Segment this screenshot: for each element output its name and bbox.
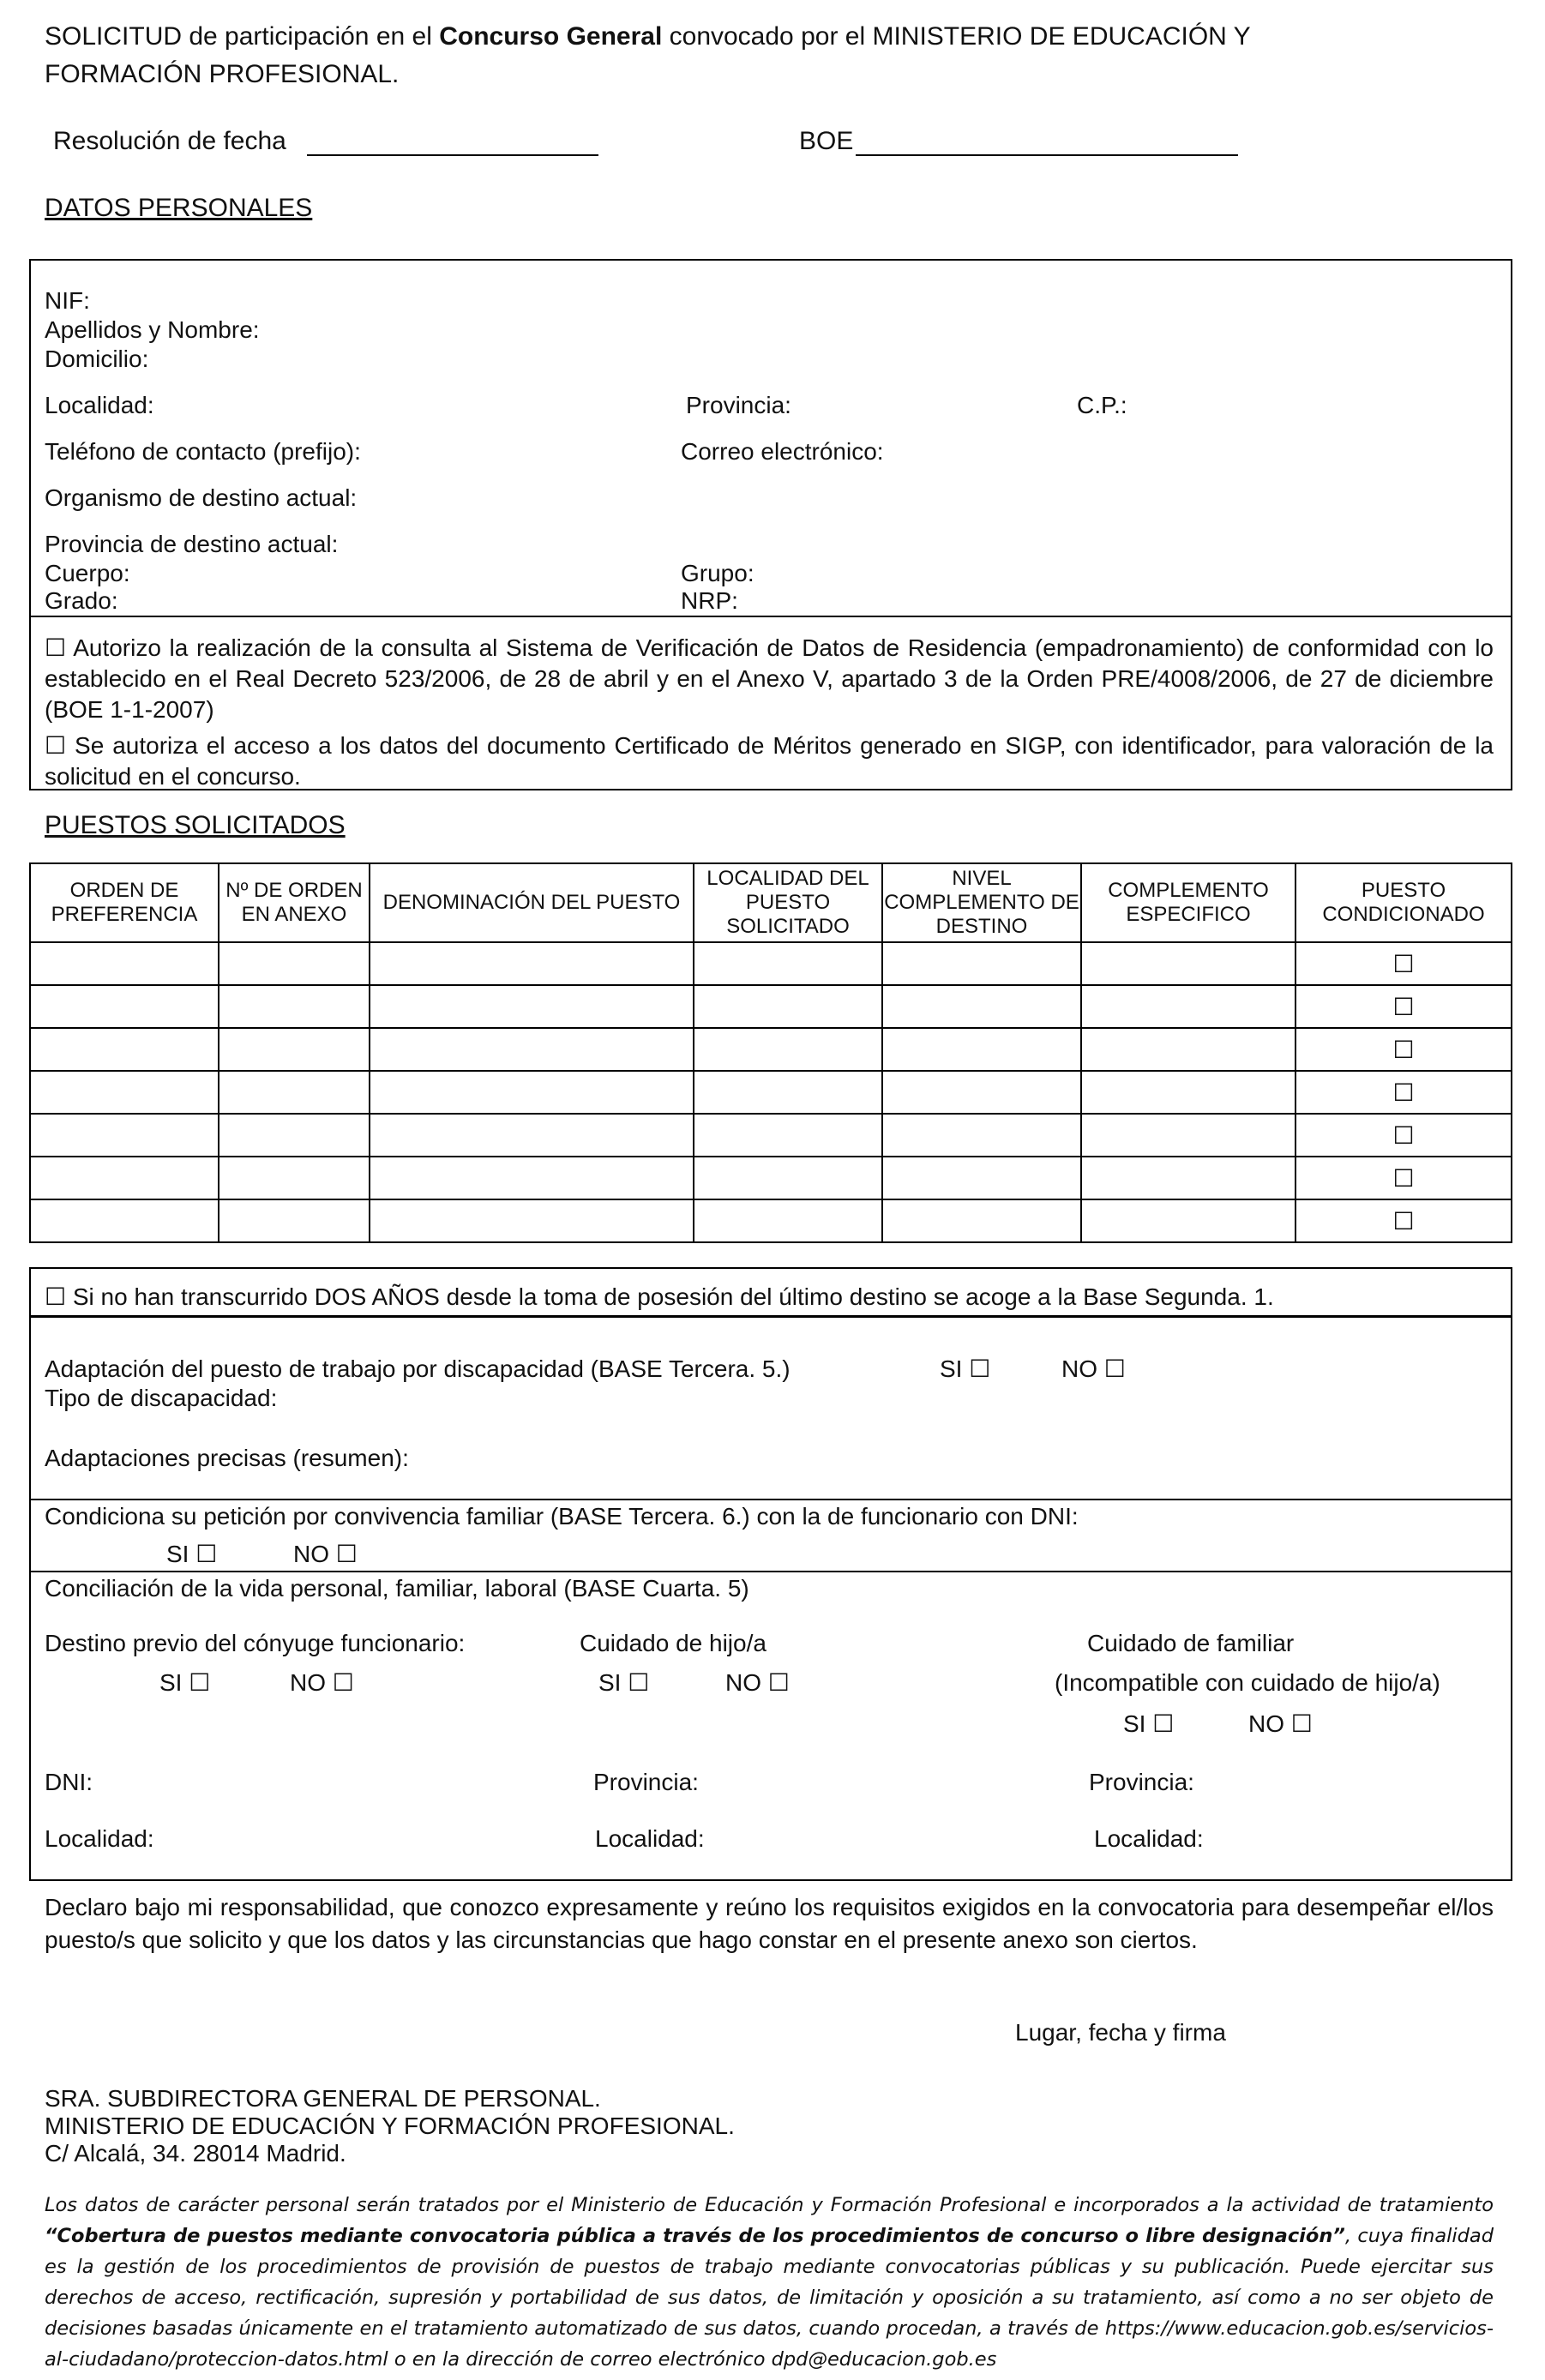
- table-row: [30, 1114, 1512, 1157]
- boe-field[interactable]: [856, 129, 1238, 156]
- col-nivel: NIVEL COMPLEMENTO DE DESTINO: [882, 863, 1081, 942]
- table-cell[interactable]: [1081, 1157, 1296, 1199]
- table-cell[interactable]: [30, 942, 219, 985]
- declaracion-text: Declaro bajo mi responsabilidad, que conozco expresamente y reúno los requisitos exigidos en la convocatoria para desempeñar el/los puesto/s que solicito y que los datos y las circunstancias que hago constar en el presente anexo son ciertos.: [45, 1894, 1494, 1953]
- dos-anos-checkbox[interactable]: ☐ Si no han transcurrido DOS AÑOS desde la toma de posesión del último destino se acoge a la Base Segunda. 1.: [45, 1283, 1274, 1310]
- puestos-table: [29, 862, 1512, 1243]
- table-row: [30, 1071, 1512, 1114]
- incompatible-note: (Incompatible con cuidado de hijo/a): [1055, 1669, 1440, 1696]
- hijo-no-checkbox[interactable]: NO ☐: [725, 1669, 790, 1696]
- puesto-condicionado-checkbox[interactable]: ☐: [1296, 1199, 1512, 1242]
- hijo-localidad-label[interactable]: Localidad:: [595, 1825, 705, 1852]
- familiar-si-checkbox[interactable]: SI ☐: [1123, 1710, 1175, 1737]
- localidad-label[interactable]: Localidad:: [45, 392, 154, 418]
- autorizo-residencia-checkbox[interactable]: ☐ Autorizo la realización de la consulta al Sistema de Verificación de Datos de Residencia (empadronamiento) de conformidad con lo establecido en el Real Decreto 523/2006, de 28 de abril y en el Anexo V, apartado 3 de la Orden PRE/4008/2006, de 27 de diciembre (BOE 1-1-2007): [45, 634, 1494, 723]
- table-cell[interactable]: [219, 1071, 370, 1114]
- datos-divider: [29, 616, 1512, 617]
- table-cell[interactable]: [370, 1114, 694, 1157]
- table-cell[interactable]: [694, 942, 882, 985]
- legal-text-end: , cuya finalidad es la gestión de los procedimientos de provisión de puestos de trabajo mediante convocatorias públicas y su publicación. Puede ejercitar sus derechos de acceso, rectificación, supresión y portabilidad de sus datos, de limitación y oposición a su tratamiento, así como a no ser objeto de decisiones basadas únicamente en el tratamiento automatizado de sus datos, cuando procedan, a través de https://www.educacion.gob.es/servicios-al-ciudadano/proteccion-datos.html o en la dirección de correo electrónico dpd@educacion.gob.es: [45, 2225, 1494, 2371]
- conciliacion-label: Conciliación de la vida personal, familiar, laboral (BASE Cuarta. 5): [45, 1575, 749, 1602]
- table-cell[interactable]: [694, 1199, 882, 1242]
- apellidos-label[interactable]: Apellidos y Nombre:: [45, 316, 260, 343]
- table-cell[interactable]: [219, 1028, 370, 1071]
- title-text-end: convocado por el MINISTERIO DE EDUCACIÓN Y: [662, 22, 1251, 51]
- table-cell[interactable]: [219, 1157, 370, 1199]
- table-row: [30, 1199, 1512, 1242]
- table-row: [30, 942, 1512, 985]
- condiciona-si-checkbox[interactable]: SI ☐: [166, 1541, 218, 1567]
- table-cell[interactable]: [882, 985, 1081, 1028]
- puesto-condicionado-checkbox[interactable]: ☐: [1296, 1028, 1512, 1071]
- table-cell[interactable]: [219, 1114, 370, 1157]
- col-orden-preferencia: ORDEN DE PREFERENCIA: [30, 863, 219, 942]
- nrp-label[interactable]: NRP:: [681, 587, 738, 614]
- table-cell[interactable]: [882, 1071, 1081, 1114]
- table-cell[interactable]: [882, 1114, 1081, 1157]
- col-complemento: COMPLEMENTO ESPECIFICO: [1081, 863, 1296, 942]
- table-cell[interactable]: [370, 1028, 694, 1071]
- cuidado-hijo-label: Cuidado de hijo/a: [580, 1630, 766, 1656]
- adaptacion-label: Adaptación del puesto de trabajo por discapacidad (BASE Tercera. 5.): [45, 1355, 791, 1382]
- condiciona-no-checkbox[interactable]: NO ☐: [293, 1541, 358, 1567]
- legal-text-start: Los datos de carácter personal serán tratados por el Ministerio de Educación y Formación Profesional e incorporados a la actividad de tratamiento: [45, 2194, 1494, 2216]
- table-cell[interactable]: [694, 1114, 882, 1157]
- table-cell[interactable]: [30, 1071, 219, 1114]
- cuidado-familiar-label: Cuidado de familiar: [1087, 1630, 1295, 1656]
- table-cell[interactable]: [882, 942, 1081, 985]
- table-cell[interactable]: [1081, 1114, 1296, 1157]
- nif-label[interactable]: NIF:: [45, 287, 90, 314]
- provincia-label[interactable]: Provincia:: [686, 392, 791, 418]
- conyuge-no-checkbox[interactable]: NO ☐: [290, 1669, 354, 1696]
- form-title-line1: [45, 22, 1251, 51]
- table-cell[interactable]: [219, 942, 370, 985]
- provincia-destino-label[interactable]: Provincia de destino actual:: [45, 531, 339, 557]
- form-title-line2: FORMACIÓN PROFESIONAL.: [45, 60, 400, 88]
- puesto-condicionado-checkbox[interactable]: ☐: [1296, 985, 1512, 1028]
- table-cell[interactable]: [694, 985, 882, 1028]
- familiar-no-checkbox[interactable]: NO ☐: [1248, 1710, 1313, 1737]
- table-cell[interactable]: [219, 985, 370, 1028]
- autorizo-sigp-checkbox[interactable]: ☐ Se autoriza el acceso a los datos del documento Certificado de Méritos generado en SIGP, con identificador, para valoración de la solicitud en el concurso.: [45, 732, 1494, 790]
- domicilio-label[interactable]: Domicilio:: [45, 346, 149, 372]
- title-bold: Concurso General: [439, 22, 663, 51]
- table-cell[interactable]: [30, 985, 219, 1028]
- condiciona-label: Condiciona su petición por convivencia familiar (BASE Tercera. 6.) con la de funcionario con DNI:: [45, 1503, 1079, 1530]
- table-cell[interactable]: [30, 1199, 219, 1242]
- table-cell[interactable]: [1081, 985, 1296, 1028]
- table-cell[interactable]: [1081, 1199, 1296, 1242]
- legal-text-bold: “Cobertura de puestos mediante convocatoria pública a través de los procedimientos de concurso o libre designación”: [45, 2225, 1345, 2247]
- destinatario-line2: MINISTERIO DE EDUCACIÓN Y FORMACIÓN PROFESIONAL.: [45, 2113, 735, 2139]
- table-cell[interactable]: [1081, 1071, 1296, 1114]
- adaptacion-no-checkbox[interactable]: NO ☐: [1061, 1355, 1126, 1382]
- title-text: SOLICITUD de participación en el: [45, 22, 440, 51]
- resolucion-label: Resolución de fecha: [53, 127, 286, 155]
- boe-label: BOE: [799, 127, 854, 155]
- bases-divider-3: [29, 1571, 1512, 1572]
- puesto-condicionado-checkbox[interactable]: ☐: [1296, 1071, 1512, 1114]
- cp-label[interactable]: C.P.:: [1077, 392, 1127, 418]
- destinatario-line1: SRA. SUBDIRECTORA GENERAL DE PERSONAL.: [45, 2085, 601, 2112]
- resolucion-date-field[interactable]: [307, 129, 598, 156]
- col-condicionado: PUESTO CONDICIONADO: [1296, 863, 1512, 942]
- destinatario-line3: C/ Alcalá, 34. 28014 Madrid.: [45, 2140, 346, 2167]
- col-localidad: LOCALIDAD DEL PUESTO SOLICITADO: [694, 863, 882, 942]
- puestos-heading: PUESTOS SOLICITADOS: [45, 811, 346, 839]
- table-cell[interactable]: [30, 1114, 219, 1157]
- proteccion-datos-notice: [45, 2190, 1494, 2375]
- tipo-discapacidad-label[interactable]: Tipo de discapacidad:: [45, 1385, 278, 1411]
- grado-label[interactable]: Grado:: [45, 587, 118, 614]
- table-cell[interactable]: [219, 1199, 370, 1242]
- table-cell[interactable]: [370, 1157, 694, 1199]
- col-orden-anexo: Nº DE ORDEN EN ANEXO: [219, 863, 370, 942]
- table-cell[interactable]: [1081, 942, 1296, 985]
- col-denominacion: DENOMINACIÓN DEL PUESTO: [370, 863, 694, 942]
- correo-label[interactable]: Correo electrónico:: [681, 438, 884, 465]
- familiar-provincia-label[interactable]: Provincia:: [1089, 1769, 1194, 1795]
- puesto-condicionado-checkbox[interactable]: ☐: [1296, 1114, 1512, 1157]
- firma-label: Lugar, fecha y firma: [1015, 2019, 1226, 2046]
- telefono-label[interactable]: Teléfono de contacto (prefijo):: [45, 438, 361, 465]
- adaptaciones-label[interactable]: Adaptaciones precisas (resumen):: [45, 1445, 409, 1471]
- conyuge-dni-label[interactable]: DNI:: [45, 1769, 93, 1795]
- table-cell[interactable]: [30, 1157, 219, 1199]
- puesto-condicionado-checkbox[interactable]: ☐: [1296, 942, 1512, 985]
- puesto-condicionado-checkbox[interactable]: ☐: [1296, 1157, 1512, 1199]
- table-cell[interactable]: [370, 985, 694, 1028]
- table-cell[interactable]: [370, 1199, 694, 1242]
- organismo-label[interactable]: Organismo de destino actual:: [45, 484, 358, 511]
- table-cell[interactable]: [694, 1071, 882, 1114]
- table-row: [30, 1028, 1512, 1071]
- table-cell[interactable]: [882, 1199, 1081, 1242]
- familiar-localidad-label[interactable]: Localidad:: [1094, 1825, 1204, 1852]
- bases-divider-1: [29, 1315, 1512, 1318]
- conyuge-si-checkbox[interactable]: SI ☐: [159, 1669, 211, 1696]
- cuerpo-label[interactable]: Cuerpo:: [45, 560, 130, 586]
- adaptacion-si-checkbox[interactable]: SI ☐: [940, 1355, 991, 1382]
- datos-personales-heading: DATOS PERSONALES: [45, 194, 313, 222]
- table-cell[interactable]: [882, 1028, 1081, 1071]
- table-cell[interactable]: [370, 1071, 694, 1114]
- table-cell[interactable]: [694, 1028, 882, 1071]
- puestos-header-row: [30, 863, 1512, 942]
- table-row: [30, 1157, 1512, 1199]
- table-cell[interactable]: [30, 1028, 219, 1071]
- grupo-label[interactable]: Grupo:: [681, 560, 754, 586]
- table-row: [30, 985, 1512, 1028]
- table-cell[interactable]: [1081, 1028, 1296, 1071]
- destino-conyuge-label: Destino previo del cónyuge funcionario:: [45, 1630, 466, 1656]
- table-cell[interactable]: [370, 942, 694, 985]
- table-cell[interactable]: [694, 1157, 882, 1199]
- hijo-si-checkbox[interactable]: SI ☐: [598, 1669, 650, 1696]
- hijo-provincia-label[interactable]: Provincia:: [593, 1769, 699, 1795]
- bases-divider-2: [29, 1499, 1512, 1500]
- table-cell[interactable]: [882, 1157, 1081, 1199]
- conyuge-localidad-label[interactable]: Localidad:: [45, 1825, 154, 1852]
